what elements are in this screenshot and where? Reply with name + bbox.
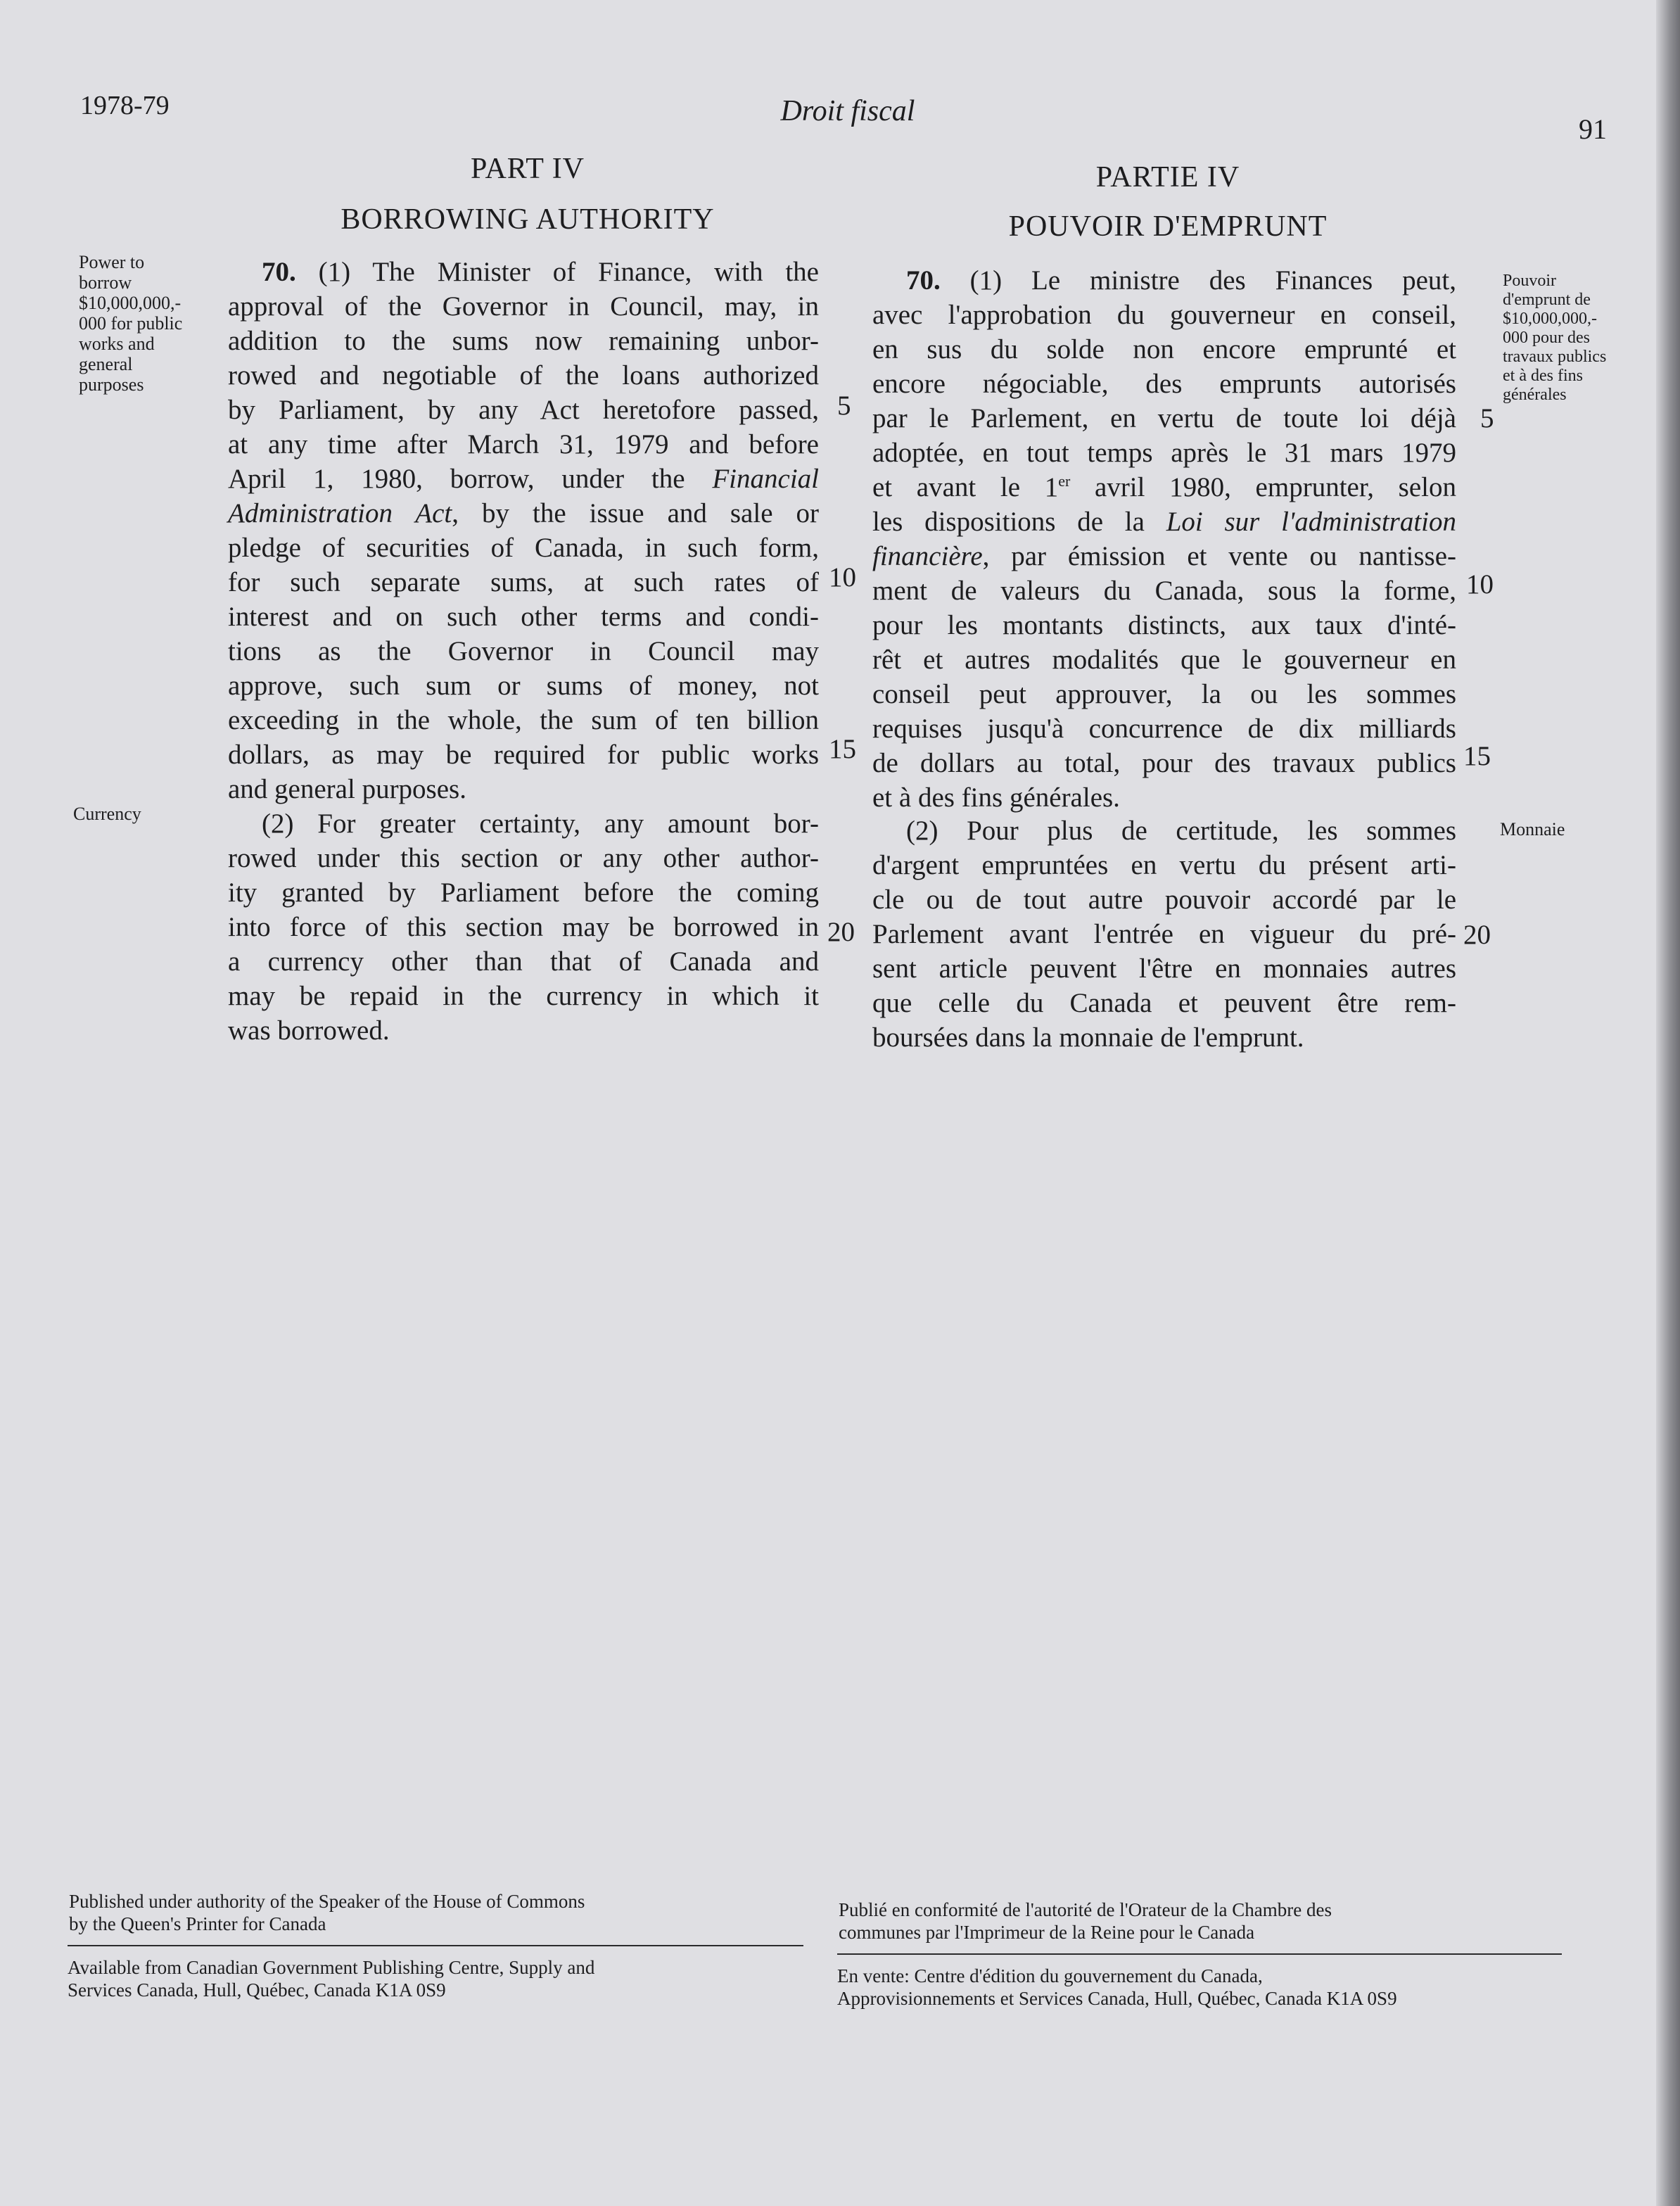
footer-english-rule xyxy=(68,1945,803,1946)
margin-note-line: Power to xyxy=(79,252,145,272)
footer-french-available xyxy=(837,1965,1583,2010)
french-section-70-1: 70. (1) Le ministre des Finances peut, avec l'approbation du gouverneur en conseil, en sus du solde non encore emprunté et encore négociable, des emprunts autorisés par le Parlement, en vertu de toute loi déjà adoptée, en tout temps après le 31 mars 1979 et avant le 1er avril 1980, emprunter, selon les dispositions de la Loi sur l'administration financière, par émission et vente ou nantisse- ment de valeurs du Canada, sous la forme, pour les montants distincts, aux taux d'inté- rêt et autres modalités que le gouverneur en conseil peut approuver, la ou les sommes requises jusqu'à concurrence de dix milliards de dollars au total, pour des travaux publics et à des fins générales. xyxy=(872,265,1456,813)
line-number-20: 20 xyxy=(1463,920,1491,950)
english-section-70-2: (2) For greater certainty, any amount bor- rowed under this section or any other author- ity granted by Parliament before the coming into force of this section may be borrowed in a currency other than that of Canada and may be repaid in the currency in which it was borrowed. xyxy=(228,809,819,1046)
line-number-10: 10 xyxy=(829,562,856,592)
margin-note-line: Pouvoir xyxy=(1503,272,1557,290)
line-number-5: 5 xyxy=(1480,403,1494,433)
line-number-15: 15 xyxy=(829,734,856,764)
margin-note-line: purposes xyxy=(79,374,144,395)
english-part-heading: PART IV xyxy=(470,153,585,185)
footer-french-rule xyxy=(837,1953,1562,1955)
line-number-5: 5 xyxy=(837,391,851,421)
french-section-70-2: (2) Pour plus de certitude, les sommes d'argent empruntées en vertu du présent arti- cle ou de tout autre pouvoir accordé par le Parlement avant l'entrée en vigueur du pré- sent article peuvent l'être en monnaies autres que celle du Canada et peuvent être rem- boursées dans la monnaie de l'emprunt. xyxy=(872,816,1456,1053)
english-section-70-1: 70. (1) The Minister of Finance, with the approval of the Governor in Council, may, in addition to the sums now remaining unbor- rowed and negotiable of the loans authorized by Parliament, by any Act heretofore passed, at any time after March 31, 1979 and before April 1, 1980, borrow, under the Financial Administration Act, by the issue and sale or pledge of securities of Canada, in such form, for such separate sums, at such rates of interest and on such other terms and condi- tions as the Governor in Council may approve, such sum or sums of money, not exceeding in the whole, the sum of ten billion dollars, as may be required for public works and general purposes. xyxy=(228,257,819,804)
section-number: 70. xyxy=(262,257,296,287)
page-edge-shadow xyxy=(1656,0,1680,2206)
footer-line: Approvisionnements et Services Canada, Hull, Québec, Canada K1A 0S9 xyxy=(837,1988,1397,2009)
margin-note-line: borrow xyxy=(79,272,132,293)
footer-line: by the Queen's Printer for Canada xyxy=(69,1913,326,1934)
footer-line: Publié en conformité de l'autorité de l'Orateur de la Chambre des xyxy=(839,1899,1332,1920)
section-number: 70. xyxy=(906,265,941,296)
line-number-15: 15 xyxy=(1463,741,1491,771)
margin-note-line: générales xyxy=(1503,386,1567,404)
footer-line: Services Canada, Hull, Québec, Canada K1A 0S9 xyxy=(68,1979,446,2001)
line-number-10: 10 xyxy=(1466,569,1494,600)
header-title: Droit fiscal xyxy=(780,95,915,127)
margin-note-line: 000 pour des xyxy=(1503,329,1590,347)
line-number-20: 20 xyxy=(827,917,855,947)
page-number: 91 xyxy=(1579,113,1607,145)
margin-note-monnaie: Monnaie xyxy=(1500,819,1565,839)
margin-note-line: $10,000,000,- xyxy=(1503,310,1597,328)
header-year: 1978-79 xyxy=(80,91,170,120)
margin-note-line: d'emprunt de xyxy=(1503,291,1591,309)
margin-note-line: $10,000,000,- xyxy=(79,293,182,313)
footer-line: Published under authority of the Speaker of the House of Commons xyxy=(69,1891,585,1912)
margin-note-line: general xyxy=(79,354,133,374)
french-part-heading: PARTIE IV xyxy=(1095,161,1240,194)
english-section-heading: BORROWING AUTHORITY xyxy=(341,203,715,236)
margin-note-line: works and xyxy=(79,334,155,354)
margin-note-line: et à des fins xyxy=(1503,367,1583,385)
margin-note-pouvoir-emprunt xyxy=(1503,272,1643,405)
margin-note-currency: Currency xyxy=(73,804,141,824)
footer-english-available xyxy=(68,1956,813,2001)
margin-note-line: travaux publics xyxy=(1503,348,1607,366)
footer-line: En vente: Centre d'édition du gouvernement du Canada, xyxy=(837,1965,1263,1986)
footer-french-published xyxy=(839,1898,1570,1944)
footer-english-published xyxy=(69,1890,815,1935)
margin-note-power-to-borrow xyxy=(79,252,219,395)
margin-note-line: 000 for public xyxy=(79,313,183,334)
french-section-heading: POUVOIR D'EMPRUNT xyxy=(1008,210,1328,243)
footer-line: communes par l'Imprimeur de la Reine pour le Canada xyxy=(839,1922,1255,1943)
footer-line: Available from Canadian Government Publishing Centre, Supply and xyxy=(68,1957,595,1978)
